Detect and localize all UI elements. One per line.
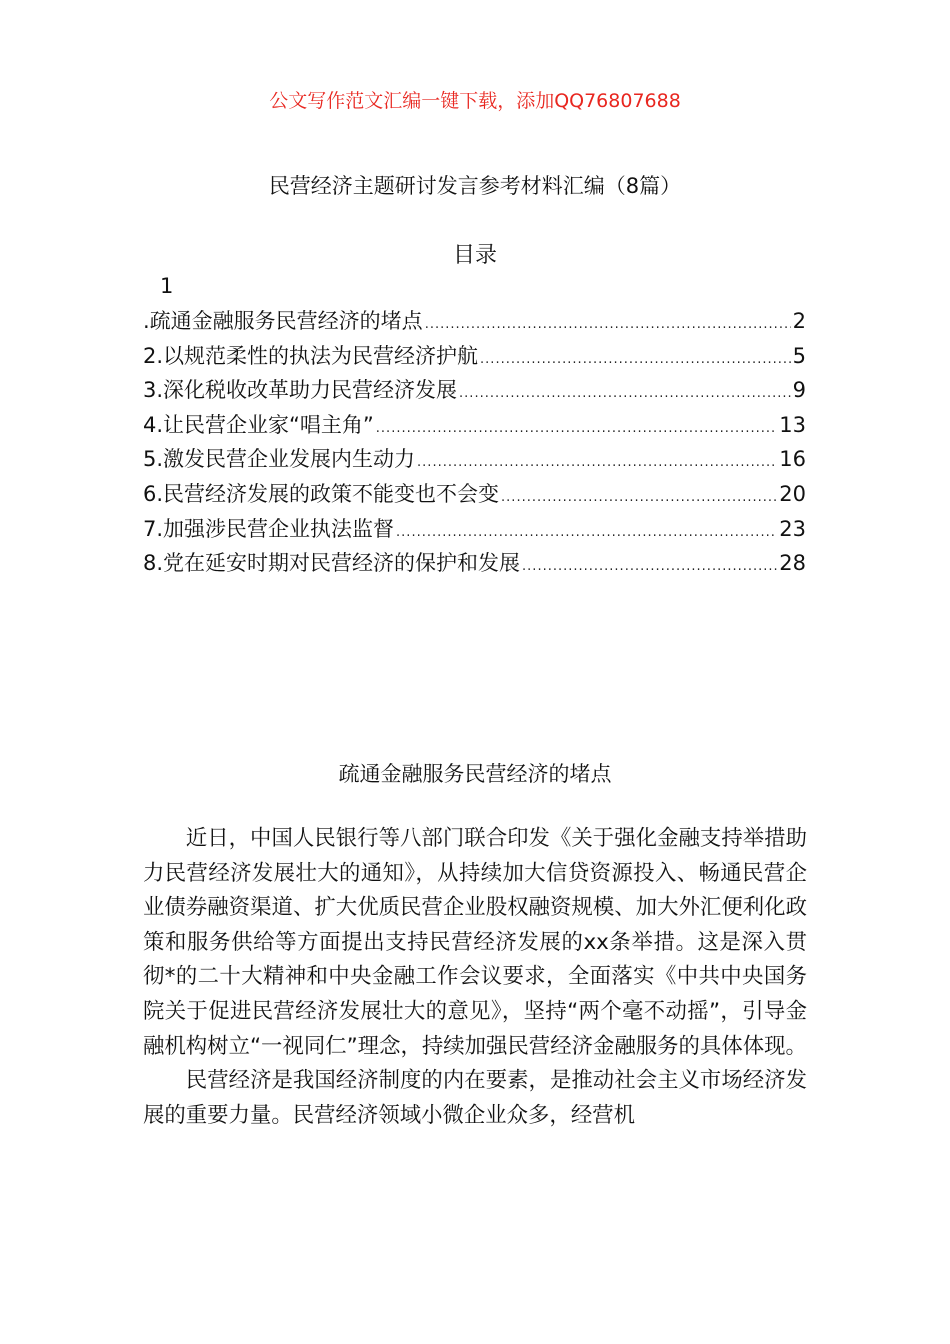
toc-entry-title: 6.民营经济发展的政策不能变也不会变 [143,481,500,506]
toc-entry-7[interactable] [143,513,806,548]
toc-heading: 目录 [452,243,497,268]
article-body [143,822,807,1133]
toc-entry-page: 5 [792,343,806,368]
toc-dot-leader [417,455,777,470]
table-of-contents [143,305,806,582]
toc-dot-leader [425,317,791,332]
toc-entry-6[interactable] [143,478,806,513]
toc-stray-number: 1 [160,274,174,298]
article-paragraph: 近日，中国人民银行等八部门联合印发《关于强化金融支持举措助力民营经济发展壮大的通知》，从持续加大信贷资源投入、畅通民营企业债券融资渠道、扩大优质民营企业股权融资规模、加大外汇便利化政策和服务供给等方面提出支持民营经济发展的xx条举措。这是深入贯彻*的二十大精神和中央金融工作会议要求，全面落实《中共中央国务院关于促进民营经济发展壮大的意见》，坚持“两个毫不动摇”，引导金融机构树立“一视同仁”理念，持续加强民营经济金融服务的具体体现。 [143,826,807,1059]
toc-dot-leader [396,525,777,540]
toc-entry-page: 2 [792,309,806,333]
toc-entry-3[interactable] [143,374,806,409]
toc-entry-page: 28 [779,551,806,576]
promo-banner-text: 公文写作范文汇编一键下载，添加QQ76807688 [269,90,681,112]
document-title: 民营经济主题研讨发言参考材料汇编（8篇） [268,174,682,198]
toc-entry-4[interactable] [143,409,806,444]
toc-entry-page: 16 [779,447,806,472]
toc-entry-title: 7.加强涉民营企业执法监督 [143,516,395,541]
article-paragraph: 民营经济是我国经济制度的内在要素，是推动社会主义市场经济发展的重要力量。民营经济领域小微企业众多，经营机 [143,1068,807,1128]
toc-entry-page: 20 [779,481,806,506]
toc-dot-leader [459,386,791,401]
toc-entry-title: 2.以规范柔性的执法为民营经济护航 [143,343,479,368]
toc-entry-8[interactable] [143,547,806,582]
toc-dot-leader [480,352,791,367]
toc-entry-title: 3.深化税收改革助力民营经济发展 [143,378,458,403]
toc-dot-leader [376,421,777,436]
toc-dot-leader [501,490,777,505]
toc-entry-1[interactable] [143,305,806,340]
toc-entry-2[interactable] [143,340,806,375]
toc-entry-title: 8.党在延安时期对民营经济的保护和发展 [143,551,521,576]
toc-entry-page: 9 [792,378,806,403]
toc-entry-title: 4.让民营企业家“唱主角” [143,412,374,437]
article-title: 疏通金融服务民营经济的堵点 [338,762,612,786]
toc-dot-leader [522,559,777,574]
toc-entry-5[interactable] [143,443,806,478]
toc-entry-page: 23 [779,516,806,541]
toc-entry-page: 13 [779,412,806,437]
toc-entry-title: .疏通金融服务民营经济的堵点 [143,309,423,333]
toc-entry-title: 5.激发民营企业发展内生动力 [143,447,416,472]
